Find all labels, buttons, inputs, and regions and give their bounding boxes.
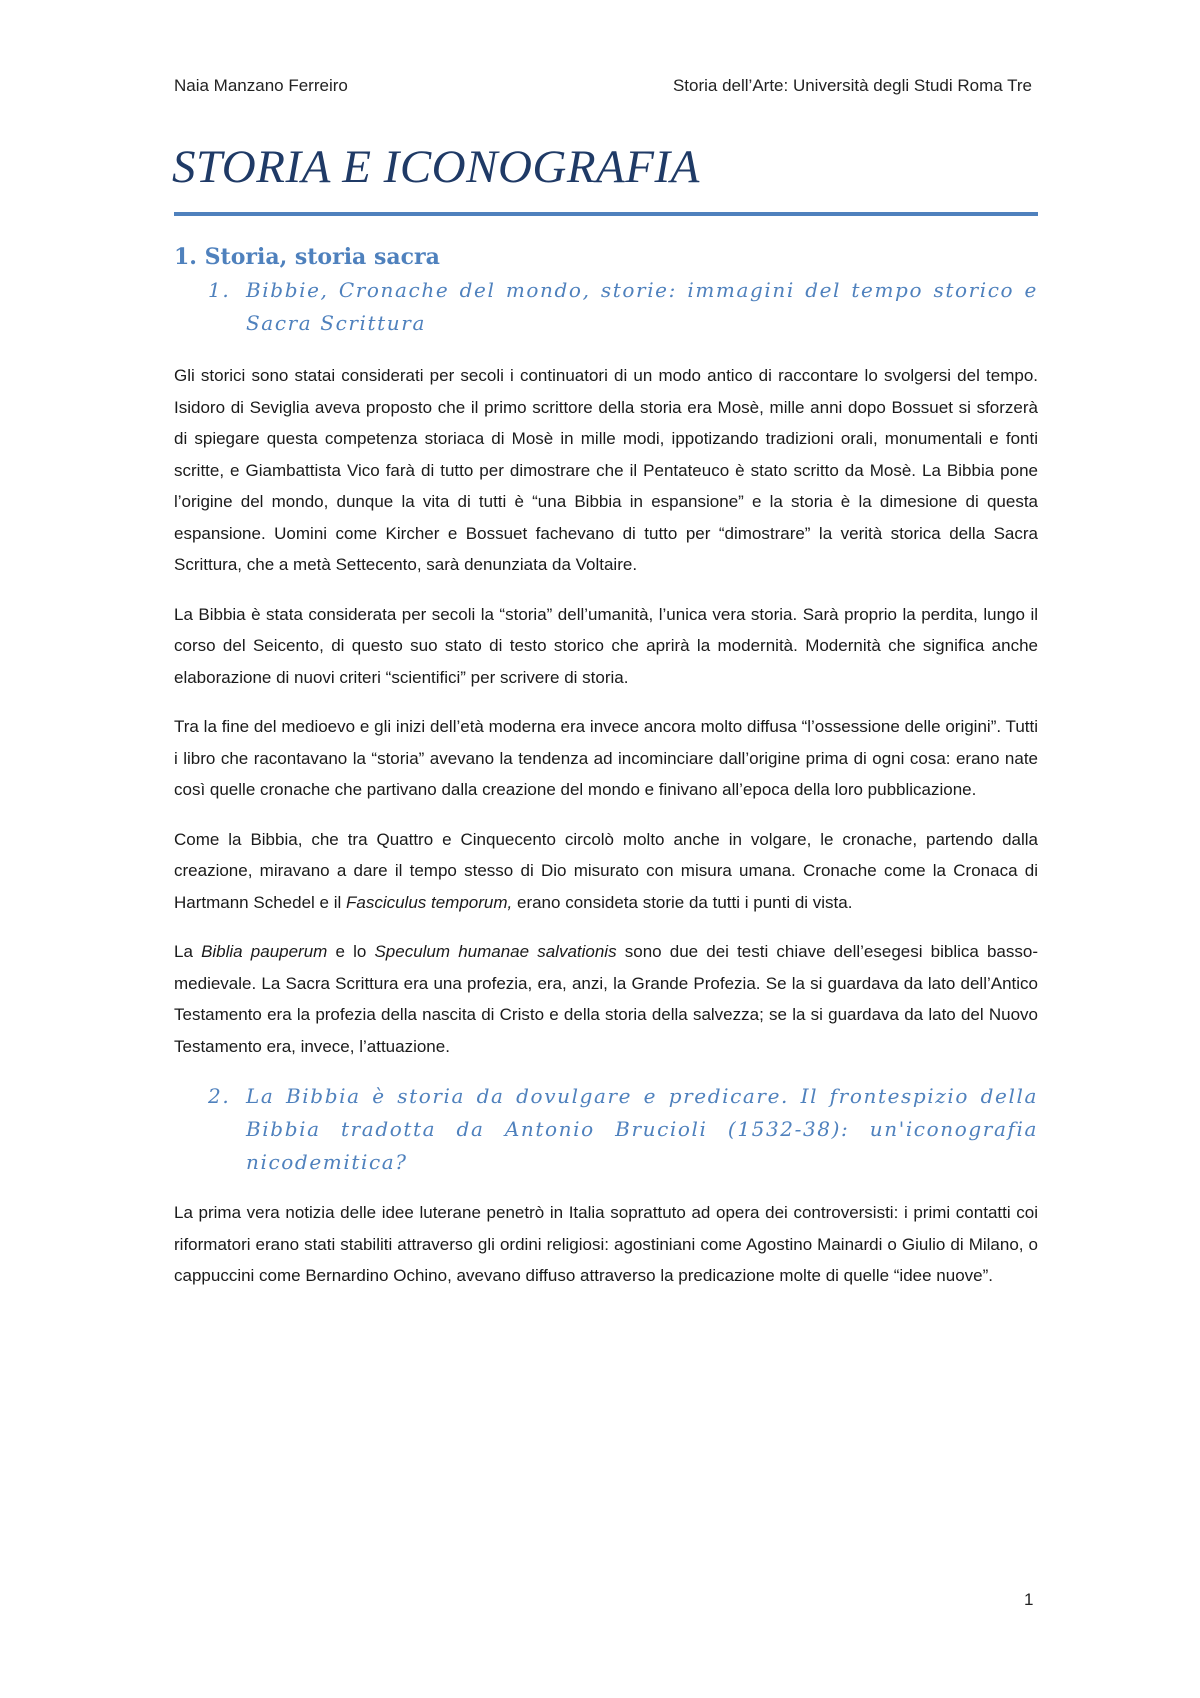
paragraph: La prima vera notizia delle idee luterane penetrò in Italia soprattuto ad opera dei controversisti: i primi contatti coi riformatori erano stati stabiliti attraverso gli ordini religiosi: agostiniani come Agostino Mainardi o Giulio di Milano, o cappuccini come Bernardino Ochino, avevano diffuso attraverso la predicazione molte di quelle “idee nuove”. — [174, 1203, 1038, 1285]
document-title: STORIA E ICONOGRAFIA — [172, 141, 700, 193]
paragraph — [174, 936, 1038, 1062]
paragraph — [174, 824, 1038, 919]
paragraph-text: erano consideta storie da tutti i punti di vista. — [512, 892, 853, 912]
italic-title: Speculum humanae salvationis — [374, 942, 617, 961]
section-number: 1. — [174, 244, 197, 270]
paragraph: La Bibbia è stata considerata per secoli la “storia” dell’umanità, l’unica vera storia. Sarà proprio la perdita, lungo il corso del Seicento, di questo suo stato di testo storico che aprirà la modernità. Modernità che significa anche elaborazione di nuovi criteri “scientifici” per scrivere di storia. — [174, 604, 1038, 687]
subsection-title: Bibbie, Cronache del mondo, storie: immagini del tempo storico e Sacra Scrittura — [246, 278, 1038, 335]
paragraph: Tra la fine del medioevo e gli inizi dell’età moderna era invece ancora molto diffusa “l’ossessione delle origini”. Tutti i libro che racontavano la “storia” avevano la tendenza ad incominciare dall’origine prima di ogni cosa: erano nate così quelle cronache che partivano dalla creazione del mondo e finivano all’epoca della loro pubblicazione. — [174, 717, 1038, 799]
paragraph-text: La — [174, 942, 202, 961]
subsection-number: 1. — [208, 278, 231, 302]
title-underline — [174, 212, 1038, 216]
paragraph-text: Come la Bibbia, che tra Quattro e Cinquecento circolò molto anche in volgare, le cronache, partendo dalla creazione, miravano a dare il tempo stesso di Dio misurato con misura umana. Cronache come la Cronaca di Hartmann Schedel e il — [174, 829, 1038, 912]
paragraph-text: e lo — [327, 942, 375, 961]
paragraph-text: sono due dei testi chiave dell’esegesi biblica basso-medievale. La Sacra Scrittura era una profezia, era, anzi, la Grande Profezia. Se la si guardava da lato dell’Antico Testamento era la profezia della nascita di Cristo e della storia della salvezza; se la si guardava da lato del Nuovo Testamento era, invece, l’attuazione. — [174, 942, 1038, 1056]
subsection-heading — [208, 1080, 1038, 1179]
document-body — [174, 240, 1038, 1310]
italic-title: Biblia pauperum — [201, 942, 328, 961]
section-heading — [174, 244, 1038, 270]
section-title: Storia, storia sacra — [204, 244, 440, 270]
paragraph: Gli storici sono statai considerati per secoli i continuatori di un modo antico di raccontare lo svolgersi del tempo. Isidoro di Seviglia aveva proposto che il primo scrittore della storia era Mosè, mille anni dopo Bossuet si sforzerà di spiegare questa competenza storiaca di Mosè in mille modi, ippotizando tradizioni orali, monumentali e fonti scritte, e Giambattista Vico farà di tutto per dimostrare che il Pentateuco è stato scritto da Mosè. La Bibbia pone l’origine del mondo, dunque la vita di tutti è “una Bibbia in espansione” e la storia è la dimesione di questa espansione. Uomini come Kircher e Bossuet fachevano di tutto per “dimostrare” la verità storica della Sacra Scrittura, che a metà Settecento, sarà denunziata da Voltaire. — [174, 366, 1038, 574]
italic-title: Fasciculus temporum, — [345, 892, 513, 912]
header-author: Naia Manzano Ferreiro — [174, 76, 348, 95]
subsection-heading — [208, 274, 1038, 340]
page-number: 1 — [1024, 1590, 1034, 1609]
subsection-title: La Bibbia è storia da dovulgare e predicare. Il frontespizio della Bibbia tradotta da Antonio Brucioli (1532-38): un'iconografia nicodemitica? — [246, 1084, 1038, 1174]
header-course: Storia dell’Arte: Università degli Studi Roma Tre — [672, 76, 1032, 95]
subsection-number: 2. — [208, 1084, 231, 1108]
